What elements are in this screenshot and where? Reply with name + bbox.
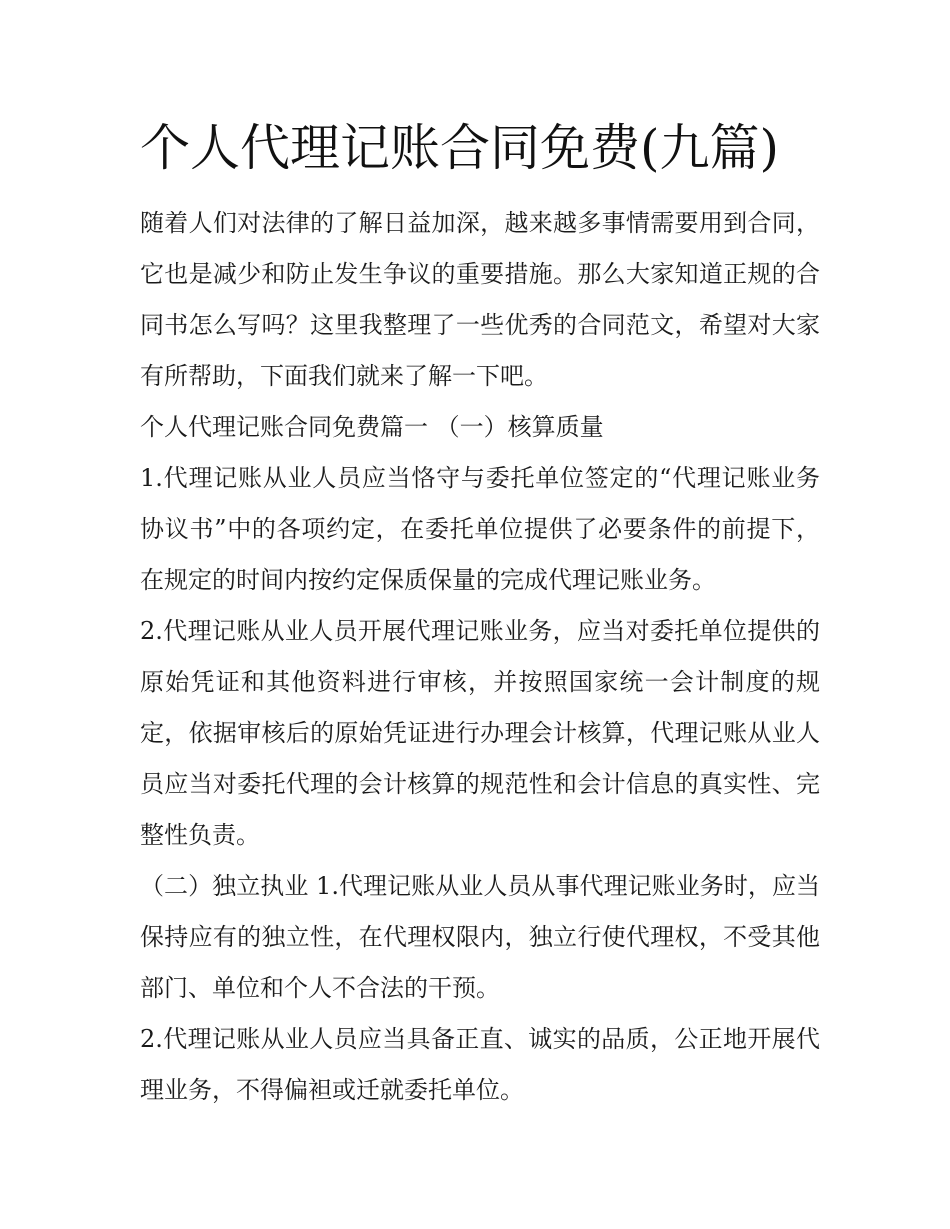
clause-2-1: （二）独立执业 1.代理记账从业人员从事代理记账业务时，应当保持应有的独立性，在代理权限内，独立行使代理权，不受其他部门、单位和个人不合法的干预。: [140, 872, 820, 1002]
clause-1-2: 2.代理记账从业人员开展代理记账业务，应当对委托单位提供的原始凭证和其他资料进行审核，并按照国家统一会计制度的规定，依据审核后的原始凭证进行办理会计核算，代理记账从业人员应当对委托代理的会计核算的规范性和会计信息的真实性、完整性负责。: [140, 617, 820, 849]
section-heading-1: 个人代理记账合同免费篇一 （一）核算质量: [140, 413, 604, 441]
document-title: 个人代理记账合同免费(九篇): [140, 119, 780, 177]
clause-1-1: 1.代理记账从业人员应当恪守与委托单位签定的“代理记账业务协议书”中的各项约定，在委托单位提供了必要条件的前提下，在规定的时间内按约定保质保量的完成代理记账业务。: [140, 464, 820, 594]
document-body: [140, 112, 820, 1116]
clause-2-2: 2.代理记账从业人员应当具备正直、诚实的品质，公正地开展代理业务，不得偏袒或迁就委托单位。: [140, 1025, 820, 1104]
intro-paragraph: 随着人们对法律的了解日益加深，越来越多事情需要用到合同，它也是减少和防止发生争议的重要措施。那么大家知道正规的合同书怎么写吗？这里我整理了一些优秀的合同范文，希望对大家有所帮助，下面我们就来了解一下吧。: [140, 209, 820, 390]
